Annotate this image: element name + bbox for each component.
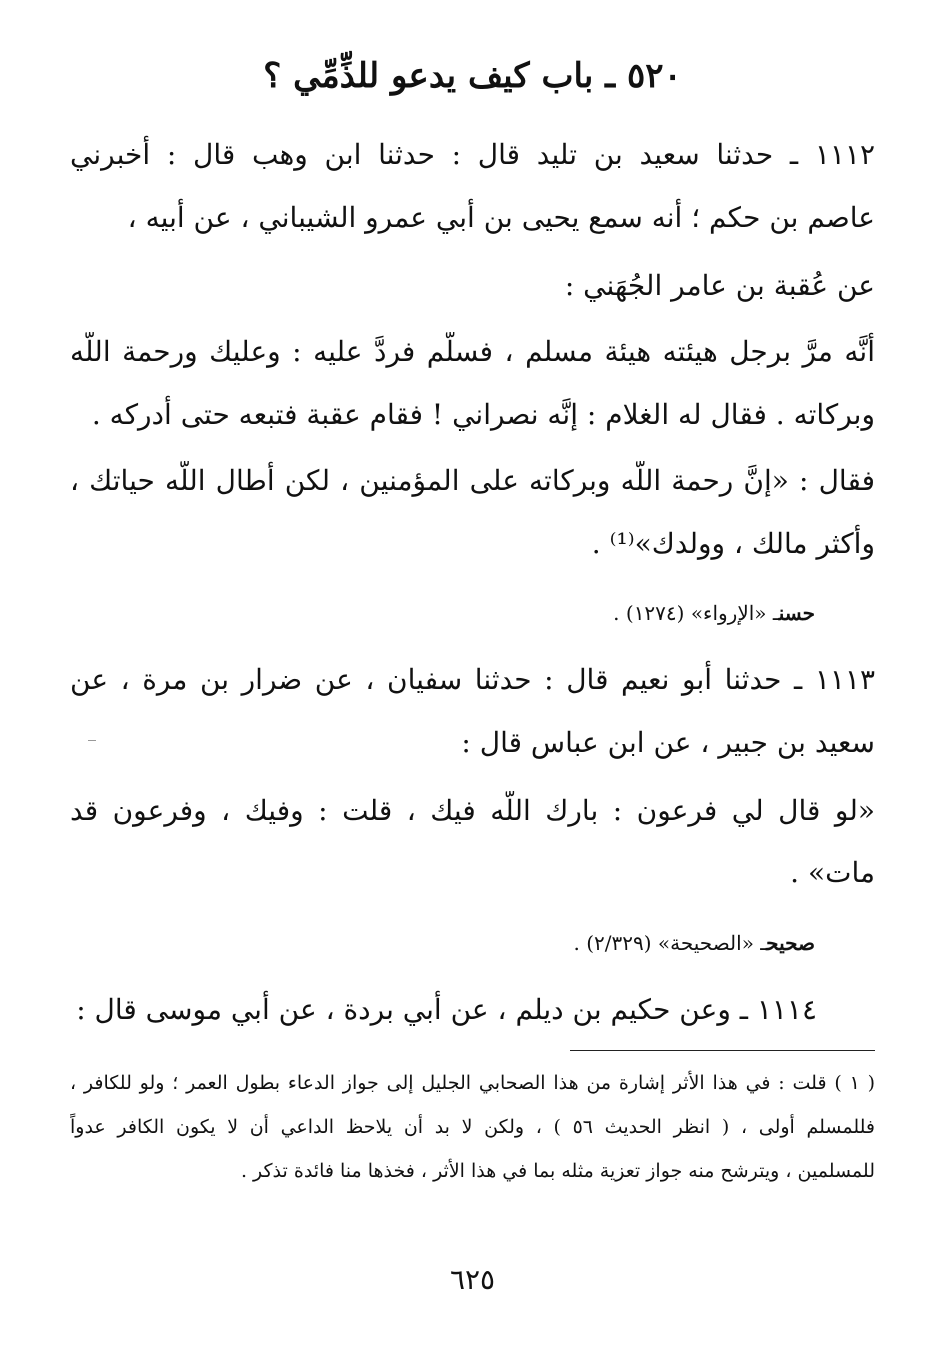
grading-1113	[70, 928, 815, 958]
hadith-1113-line-1: ١١١٣ ـ حدثنا أبو نعيم قال : حدثنا سفيان ، عن ضرار بن مرة ، عن	[70, 663, 875, 696]
hadith-1113-line-3: «لو قال لي فرعون : بارك اللَّه فيك ، قلت : وفيك ، وفرعون قد	[70, 794, 875, 827]
grading-label: صحيح	[766, 931, 815, 955]
hadith-1112-line-1: ١١١٢ ـ حدثنا سعيد بن تليد قال : حدثنا ابن وهب قال : أخبرني	[70, 138, 875, 171]
footnote-line-3: للمسلمين ، ويترشح منه جواز تعزية مثله بما في هذا الأثر ، فخذها منا فائدة تذكر .	[240, 1160, 875, 1182]
hadith-1113-line-4: مات» .	[790, 856, 875, 889]
hadith-1112-line-6: فقال : «إنَّ رحمة اللَّه وبركاته على المؤمنين ، لكن أطال اللَّه حياتك ،	[70, 464, 875, 497]
grading-reference: ـ «الصحيحة» (٢/٣٢٩) .	[573, 931, 767, 955]
hadith-1112-line-4: أنَّه مرَّ برجل هيئته هيئة مسلم ، فسلَّم فردَّ عليه : وعليك ورحمة اللَّه	[70, 335, 875, 368]
page-number: ٦٢٥	[449, 1263, 496, 1296]
footnote-separator	[570, 1050, 875, 1051]
hadith-1112-line-2: عاصم بن حكم ؛ أنه سمع يحيى بن أبي عمرو الشيباني ، عن أبيه ،	[127, 201, 875, 234]
chapter-title: ٥٢٠ ـ باب كيف يدعو للذِّمِّي ؟	[263, 56, 682, 96]
footnote-line-2: فللمسلم أولى ، ( انظر الحديث ٥٦ ) ، ولكن لا بد أن يلاحظ الداعي أن لا يكون الكافر عدواً	[70, 1116, 875, 1138]
grading-1112	[70, 598, 815, 628]
hadith-1112-line-3: عن عُقبة بن عامر الجُهَني :	[564, 269, 875, 302]
grading-reference: ـ «الإرواء» (١٢٧٤) .	[613, 601, 779, 625]
footnote-line-1: ( ١ ) قلت : في هذا الأثر إشارة من هذا الصحابي الجليل إلى جواز الدعاء بطول العمر ؛ ولو للكافر ،	[70, 1072, 875, 1094]
scan-mark	[88, 740, 96, 741]
hadith-1112-line-5: وبركاته . فقال له الغلام : إنَّه نصراني ! فقام عقبة فتبعه حتى أدركه .	[91, 398, 875, 431]
hadith-1113-line-2: سعيد بن جبير ، عن ابن عباس قال :	[461, 726, 875, 759]
hadith-1114-line-1: ١١١٤ ـ وعن حكيم بن ديلم ، عن أبي بردة ، عن أبي موسى قال :	[76, 993, 817, 1026]
hadith-1112-line-7: وأكثر مالك ، وولدك»⁽¹⁾ .	[591, 527, 875, 560]
grading-label: حسن	[778, 601, 815, 625]
